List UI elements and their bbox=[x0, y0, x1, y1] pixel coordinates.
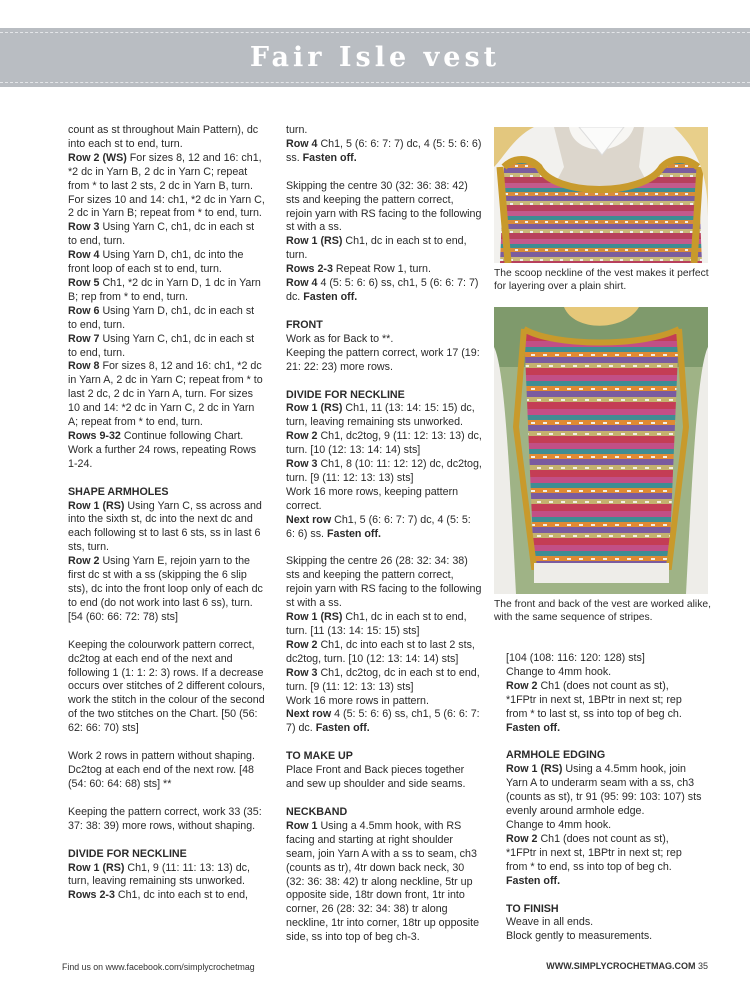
column-3 bbox=[506, 652, 702, 944]
armhole-row1: Row 1 (RS) Using Yarn C, ss across and into the sixth st, dc into the next dc and each following st to last 6 sts, ss in last 6 sts, turn. bbox=[68, 499, 262, 554]
work-rows-para: Work 2 rows in pattern without shaping. bbox=[68, 750, 255, 763]
front-e1: Row 1 (RS) Ch1, dc in each st to end, turn. [11 (13: 14: 15: 15) sts] bbox=[286, 611, 467, 637]
divide-rows23: Rows 2-3 Ch1, dc into each st to end, bbox=[68, 889, 249, 902]
finish-heading: TO FINISH bbox=[506, 902, 559, 915]
shape-armholes-heading: SHAPE ARMHOLES bbox=[68, 485, 169, 498]
make-up-heading: TO MAKE UP bbox=[286, 750, 353, 763]
neckband-row2: Row 2 Ch1 (does not count as st), *1FPtr in next st, 1BPtr in next st; rep from * to last st, ss into top of beg ch. bbox=[506, 679, 682, 720]
turn-text: turn. bbox=[286, 124, 308, 136]
banner-stitch-bottom bbox=[0, 82, 750, 83]
front-line2: Keeping the pattern correct, work 17 (19: 21: 22: 23) more rows. bbox=[286, 346, 480, 373]
front-next: Next row Ch1, 5 (6: 6: 7: 7) dc, 4 (5: 5: 6: 6) ss. Fasten off. bbox=[286, 513, 471, 540]
pattern-row: Row 2 (WS) For sizes 8, 12 and 16: ch1, *2 dc in Yarn B, 2 dc in Yarn C; repeat from * to last 2 sts, 2 dc in Yarn B, turn. For sizes 10 and 14: ch1, *2 dc in Yarn C, 2 dc in Yarn B; repeat from * to end, turn. bbox=[68, 151, 265, 220]
pattern-rows bbox=[68, 124, 266, 472]
back-r1: Row 1 (RS) Ch1, dc in each st to end, turn. bbox=[286, 235, 467, 262]
front-heading: FRONT bbox=[286, 318, 323, 331]
back-r4: Row 4 4 (5: 5: 6: 6) ss, ch1, 5 (6: 6: 7: 7) dc. Fasten off. bbox=[286, 277, 479, 303]
finish-line1: Weave in all ends. bbox=[506, 916, 594, 929]
front-en: Next row 4 (5: 5: 6: 6) ss, ch1, 5 (6: 6: 7: 7) dc. Fasten off. bbox=[286, 708, 480, 735]
armhole-edge-row1: Row 1 (RS) Using a 4.5mm hook, join Yarn A to underarm seam with a ss, ch3 (counts as st), tr 91 (95: 99: 103: 107) sts evenly around armhole edge. bbox=[506, 763, 702, 818]
armhole-edging-heading: ARMHOLE EDGING bbox=[506, 749, 606, 762]
banner-stitch-top bbox=[0, 32, 750, 33]
front-line1: Work as for Back to **. bbox=[286, 332, 394, 345]
page-number: 35 bbox=[697, 961, 708, 971]
pattern-correct-para: Keeping the pattern correct, work 33 (35: 37: 38: 39) more rows, without shaping. bbox=[68, 805, 262, 832]
armhole-row2: Row 2 Using Yarn E, rejoin yarn to the first dc st with a ss (skipping the 6 slip sts), dc into the front loop only of each dc to end (do not work into last 6 ss), turn. [54 (60: 66: 72: 78) sts] bbox=[68, 555, 263, 623]
caption-neckline: The scoop neckline of the vest makes it perfect for layering over a plain shirt. bbox=[494, 268, 709, 292]
front-d4: Work 16 more rows, keeping pattern correct. bbox=[286, 485, 459, 512]
pattern-row: Row 3 Using Yarn C, ch1, dc in each st to end, turn. bbox=[68, 221, 255, 248]
column-1 bbox=[68, 124, 266, 903]
pattern-row: Rows 9-32 Continue following Chart. Work a further 24 rows, repeating Rows 1-24. bbox=[68, 429, 257, 470]
armhole-edge-row2: Row 2 Ch1 (does not count as st), *1FPtr in next st, 1BPtr in next st; rep from * to end, ss into top of beg ch. bbox=[506, 832, 682, 873]
skip-centre-front: Skipping the centre 26 (28: 32: 34: 38) sts and keeping the pattern correct, rejoin yarn with RS facing to the following st with a ss. bbox=[286, 555, 482, 610]
caption-back: The front and back of the vest are worked alike, with the same sequence of stripes. bbox=[494, 599, 711, 623]
facebook-link[interactable]: Find us on www.facebook.com/simplycrochetmag bbox=[62, 962, 255, 972]
armhole-fasten-off: Fasten off. bbox=[506, 874, 561, 887]
column-2 bbox=[286, 124, 482, 945]
fasten-off: Fasten off. bbox=[506, 721, 561, 734]
back-photo bbox=[494, 307, 708, 594]
skip-centre-back: Skipping the centre 30 (32: 36: 38: 42) sts and keeping the pattern correct, rejoin yarn with RS facing to the following st with a ss. bbox=[286, 179, 482, 234]
pattern-row: Row 4 Using Yarn D, ch1, dc into the front loop of each st to end, turn. bbox=[68, 249, 244, 276]
make-up-text: Place Front and Back pieces together and sew up shoulder and side seams. bbox=[286, 764, 466, 791]
neckband-heading: NECKBAND bbox=[286, 805, 348, 818]
divide-row1: Row 1 (RS) Ch1, 9 (11: 11: 13: 13) dc, turn, leaving remaining sts unworked. bbox=[68, 861, 250, 888]
front-e2: Row 2 Ch1, dc into each st to last 2 sts, dc2tog, turn. [10 (12: 13: 14: 14) sts] bbox=[286, 638, 475, 665]
armhole-change-hook: Change to 4mm hook. bbox=[506, 818, 612, 831]
back-r23: Rows 2-3 Repeat Row 1, turn. bbox=[286, 263, 431, 276]
pattern-row: Row 6 Using Yarn D, ch1, dc in each st to end, turn. bbox=[68, 304, 255, 331]
front-e4: Work 16 more rows in pattern. bbox=[286, 694, 429, 707]
pattern-row: Row 7 Using Yarn C, ch1, dc in each st to end, turn. bbox=[68, 332, 255, 359]
page-title: Fair Isle vest bbox=[249, 42, 501, 73]
front-e3: Row 3 Ch1, dc2tog, dc in each st to end, turn. [9 (11: 12: 13: 13) sts] bbox=[286, 666, 480, 693]
pattern-row: count as st throughout Main Pattern), dc into each st to end, turn. bbox=[68, 124, 259, 150]
dc2tog-para: Dc2tog at each end of the next row. [48 (54: 60: 64: 68) sts] ** bbox=[68, 763, 254, 790]
front-d2: Row 2 Ch1, dc2tog, 9 (11: 12: 13: 13) dc, turn. [10 (12: 13: 14: 14) sts] bbox=[286, 430, 482, 457]
footer-site bbox=[546, 961, 708, 971]
front-d1: Row 1 (RS) Ch1, 11 (13: 14: 15: 15) dc, turn, leaving remaining sts unworked. bbox=[286, 402, 475, 429]
finish-line2: Block gently to measurements. bbox=[506, 930, 653, 943]
back-row4: Row 4 Ch1, 5 (6: 6: 7: 7) dc, 4 (5: 5: 6: 6) ss. Fasten off. bbox=[286, 137, 482, 164]
front-divide-heading: DIVIDE FOR NECKLINE bbox=[286, 388, 405, 401]
sts-count: [104 (108: 116: 120: 128) sts] bbox=[506, 652, 645, 664]
front-d3: Row 3 Ch1, 8 (10: 11: 12: 12) dc, dc2tog, turn. [9 (11: 12: 13: 13) sts] bbox=[286, 458, 482, 484]
pattern-row: Row 5 Ch1, *2 dc in Yarn D, 1 dc in Yarn B; rep from * to end, turn. bbox=[68, 276, 261, 303]
pattern-row: Row 8 For sizes 8, 12 and 16: ch1, *2 dc in Yarn A, 2 dc in Yarn C; repeat from * to last 2 dc, 2 dc in Yarn A, turn. For sizes 10 and 14: *2 dc in Yarn C, 2 dc in Yarn A; repeat from * to end, turn. bbox=[68, 360, 263, 429]
neckband-row1: Row 1 Using a 4.5mm hook, with RS facing and starting at right shoulder seam, join Yarn A with a ss to seam, ch3 (counts as tr), 4tr down back neck, 30 (32: 36: 38: 42) tr along neckline, 5tr up opposite side, 18tr down front, 1tr into corner, 26 (28: 32: 34: 38) tr along neckline, 1tr into corner, 18tr up opposite side, ss into top of beg ch-3. bbox=[286, 819, 480, 944]
divide-neckline-heading: DIVIDE FOR NECKLINE bbox=[68, 847, 187, 860]
site-url[interactable]: WWW.SIMPLYCROCHETMAG.COM bbox=[546, 961, 696, 971]
colourwork-para: Keeping the colourwork pattern correct, dc2tog at each end of the next and following 1 (1: 1: 2: 3) rows. If a decrease occurs over stitches of 2 different colours, work the stitch in the colour of the second of the two stitches on the Chart. [50 (56: 62: 66: 70) sts] bbox=[68, 638, 266, 735]
neckline-photo bbox=[494, 127, 708, 263]
change-hook: Change to 4mm hook. bbox=[506, 665, 612, 678]
